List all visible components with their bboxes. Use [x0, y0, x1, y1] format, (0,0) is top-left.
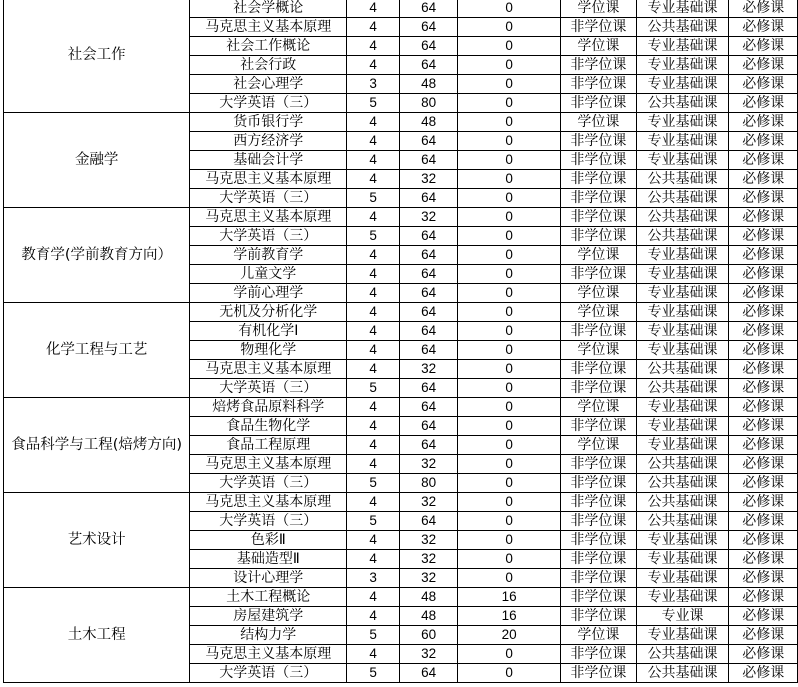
course-category-cell: 公共基础课	[636, 493, 729, 512]
practice-hours-cell: 0	[458, 512, 561, 531]
requirement-cell: 必修课	[729, 645, 798, 664]
course-category-cell: 专业基础课	[636, 550, 729, 569]
total-hours-cell: 64	[400, 512, 458, 531]
credits-cell: 4	[347, 170, 400, 189]
course-name-cell: 学前教育学	[190, 246, 347, 265]
major-name-cell: 化学工程与工艺	[4, 303, 190, 398]
course-table-body	[4, 0, 798, 683]
course-category-cell: 公共基础课	[636, 227, 729, 246]
course-name-cell: 大学英语（三）	[190, 474, 347, 493]
course-name-cell: 马克思主义基本原理	[190, 645, 347, 664]
course-name-cell: 学前心理学	[190, 284, 347, 303]
degree-type-cell: 学位课	[561, 284, 636, 303]
course-name-cell: 大学英语（三）	[190, 94, 347, 113]
credits-cell: 4	[347, 531, 400, 550]
practice-hours-cell: 0	[458, 75, 561, 94]
requirement-cell: 必修课	[729, 94, 798, 113]
requirement-cell: 必修课	[729, 664, 798, 683]
major-name-cell: 金融学	[4, 113, 190, 208]
credits-cell: 4	[347, 436, 400, 455]
requirement-cell: 必修课	[729, 493, 798, 512]
credits-cell: 4	[347, 550, 400, 569]
practice-hours-cell: 0	[458, 436, 561, 455]
credits-cell: 4	[347, 208, 400, 227]
course-name-cell: 物理化学	[190, 341, 347, 360]
total-hours-cell: 64	[400, 303, 458, 322]
course-category-cell: 专业基础课	[636, 436, 729, 455]
requirement-cell: 必修课	[729, 360, 798, 379]
credits-cell: 4	[347, 322, 400, 341]
practice-hours-cell: 0	[458, 455, 561, 474]
total-hours-cell: 80	[400, 474, 458, 493]
practice-hours-cell: 0	[458, 113, 561, 132]
degree-type-cell: 非学位课	[561, 151, 636, 170]
degree-type-cell: 非学位课	[561, 360, 636, 379]
requirement-cell: 必修课	[729, 0, 798, 18]
degree-type-cell: 非学位课	[561, 645, 636, 664]
course-name-cell: 社会心理学	[190, 75, 347, 94]
course-name-cell: 房屋建筑学	[190, 607, 347, 626]
table-row	[4, 0, 798, 18]
credits-cell: 4	[347, 284, 400, 303]
course-category-cell: 公共基础课	[636, 189, 729, 208]
total-hours-cell: 64	[400, 398, 458, 417]
requirement-cell: 必修课	[729, 322, 798, 341]
degree-type-cell: 非学位课	[561, 607, 636, 626]
total-hours-cell: 64	[400, 189, 458, 208]
credits-cell: 4	[347, 455, 400, 474]
credits-cell: 4	[347, 113, 400, 132]
requirement-cell: 必修课	[729, 455, 798, 474]
table-row	[4, 588, 798, 607]
course-name-cell: 色彩Ⅱ	[190, 531, 347, 550]
degree-type-cell: 非学位课	[561, 208, 636, 227]
course-category-cell: 专业基础课	[636, 246, 729, 265]
total-hours-cell: 64	[400, 227, 458, 246]
course-category-cell: 专业基础课	[636, 588, 729, 607]
credits-cell: 4	[347, 341, 400, 360]
total-hours-cell: 32	[400, 531, 458, 550]
requirement-cell: 必修课	[729, 227, 798, 246]
total-hours-cell: 32	[400, 493, 458, 512]
table-row	[4, 113, 798, 132]
requirement-cell: 必修课	[729, 531, 798, 550]
credits-cell: 4	[347, 493, 400, 512]
credits-cell: 4	[347, 303, 400, 322]
course-name-cell: 大学英语（三）	[190, 189, 347, 208]
requirement-cell: 必修课	[729, 512, 798, 531]
major-name-cell: 艺术设计	[4, 493, 190, 588]
credits-cell: 4	[347, 417, 400, 436]
degree-type-cell: 非学位课	[561, 531, 636, 550]
total-hours-cell: 64	[400, 284, 458, 303]
requirement-cell: 必修课	[729, 379, 798, 398]
requirement-cell: 必修课	[729, 189, 798, 208]
credits-cell: 4	[347, 132, 400, 151]
requirement-cell: 必修课	[729, 398, 798, 417]
practice-hours-cell: 0	[458, 246, 561, 265]
table-row	[4, 208, 798, 227]
total-hours-cell: 32	[400, 550, 458, 569]
course-name-cell: 马克思主义基本原理	[190, 493, 347, 512]
course-category-cell: 专业基础课	[636, 626, 729, 645]
course-name-cell: 基础会计学	[190, 151, 347, 170]
practice-hours-cell: 0	[458, 360, 561, 379]
requirement-cell: 必修课	[729, 550, 798, 569]
course-category-cell: 专业基础课	[636, 341, 729, 360]
total-hours-cell: 64	[400, 37, 458, 56]
degree-type-cell: 学位课	[561, 626, 636, 645]
degree-type-cell: 非学位课	[561, 417, 636, 436]
requirement-cell: 必修课	[729, 341, 798, 360]
course-category-cell: 公共基础课	[636, 170, 729, 189]
practice-hours-cell: 0	[458, 132, 561, 151]
requirement-cell: 必修课	[729, 569, 798, 588]
requirement-cell: 必修课	[729, 436, 798, 455]
course-name-cell: 大学英语（三）	[190, 664, 347, 683]
practice-hours-cell: 0	[458, 170, 561, 189]
course-name-cell: 大学英语（三）	[190, 227, 347, 246]
course-category-cell: 专业基础课	[636, 56, 729, 75]
course-name-cell: 社会学概论	[190, 0, 347, 18]
degree-type-cell: 非学位课	[561, 588, 636, 607]
practice-hours-cell: 0	[458, 645, 561, 664]
course-name-cell: 无机及分析化学	[190, 303, 347, 322]
degree-type-cell: 学位课	[561, 398, 636, 417]
credits-cell: 4	[347, 607, 400, 626]
degree-type-cell: 非学位课	[561, 189, 636, 208]
total-hours-cell: 64	[400, 151, 458, 170]
total-hours-cell: 64	[400, 341, 458, 360]
practice-hours-cell: 20	[458, 626, 561, 645]
course-category-cell: 专业基础课	[636, 303, 729, 322]
degree-type-cell: 非学位课	[561, 56, 636, 75]
course-name-cell: 马克思主义基本原理	[190, 170, 347, 189]
credits-cell: 5	[347, 94, 400, 113]
credits-cell: 4	[347, 151, 400, 170]
requirement-cell: 必修课	[729, 284, 798, 303]
degree-type-cell: 非学位课	[561, 569, 636, 588]
course-category-cell: 专业基础课	[636, 37, 729, 56]
total-hours-cell: 64	[400, 246, 458, 265]
practice-hours-cell: 0	[458, 151, 561, 170]
course-category-cell: 公共基础课	[636, 208, 729, 227]
credits-cell: 3	[347, 569, 400, 588]
practice-hours-cell: 0	[458, 208, 561, 227]
total-hours-cell: 64	[400, 436, 458, 455]
course-name-cell: 大学英语（三）	[190, 512, 347, 531]
practice-hours-cell: 0	[458, 531, 561, 550]
practice-hours-cell: 0	[458, 56, 561, 75]
degree-type-cell: 非学位课	[561, 455, 636, 474]
total-hours-cell: 32	[400, 360, 458, 379]
degree-type-cell: 非学位课	[561, 265, 636, 284]
credits-cell: 4	[347, 360, 400, 379]
course-name-cell: 马克思主义基本原理	[190, 18, 347, 37]
credits-cell: 4	[347, 398, 400, 417]
requirement-cell: 必修课	[729, 56, 798, 75]
major-name-cell: 食品科学与工程(焙烤方向)	[4, 398, 190, 493]
course-category-cell: 公共基础课	[636, 664, 729, 683]
practice-hours-cell: 0	[458, 0, 561, 18]
course-name-cell: 马克思主义基本原理	[190, 455, 347, 474]
course-name-cell: 焙烤食品原料科学	[190, 398, 347, 417]
requirement-cell: 必修课	[729, 474, 798, 493]
course-category-cell: 公共基础课	[636, 474, 729, 493]
practice-hours-cell: 0	[458, 284, 561, 303]
total-hours-cell: 32	[400, 455, 458, 474]
practice-hours-cell: 0	[458, 474, 561, 493]
credits-cell: 4	[347, 645, 400, 664]
degree-type-cell: 非学位课	[561, 227, 636, 246]
credits-cell: 5	[347, 626, 400, 645]
credits-cell: 4	[347, 37, 400, 56]
degree-type-cell: 非学位课	[561, 18, 636, 37]
practice-hours-cell: 0	[458, 94, 561, 113]
course-category-cell: 公共基础课	[636, 18, 729, 37]
requirement-cell: 必修课	[729, 265, 798, 284]
table-row	[4, 303, 798, 322]
course-category-cell: 专业基础课	[636, 75, 729, 94]
course-name-cell: 食品工程原理	[190, 436, 347, 455]
course-name-cell: 有机化学Ⅰ	[190, 322, 347, 341]
course-name-cell: 马克思主义基本原理	[190, 208, 347, 227]
credits-cell: 5	[347, 379, 400, 398]
total-hours-cell: 48	[400, 75, 458, 94]
practice-hours-cell: 16	[458, 607, 561, 626]
requirement-cell: 必修课	[729, 18, 798, 37]
course-category-cell: 专业基础课	[636, 0, 729, 18]
credits-cell: 5	[347, 664, 400, 683]
credits-cell: 4	[347, 588, 400, 607]
degree-type-cell: 学位课	[561, 341, 636, 360]
requirement-cell: 必修课	[729, 37, 798, 56]
course-name-cell: 社会行政	[190, 56, 347, 75]
total-hours-cell: 48	[400, 588, 458, 607]
requirement-cell: 必修课	[729, 607, 798, 626]
course-name-cell: 基础造型Ⅱ	[190, 550, 347, 569]
requirement-cell: 必修课	[729, 75, 798, 94]
total-hours-cell: 64	[400, 56, 458, 75]
course-category-cell: 专业基础课	[636, 265, 729, 284]
course-category-cell: 专业基础课	[636, 417, 729, 436]
credits-cell: 4	[347, 18, 400, 37]
total-hours-cell: 60	[400, 626, 458, 645]
degree-type-cell: 非学位课	[561, 664, 636, 683]
practice-hours-cell: 0	[458, 398, 561, 417]
course-category-cell: 专业基础课	[636, 398, 729, 417]
major-name-cell: 社会工作	[4, 0, 190, 113]
course-category-cell: 专业课	[636, 607, 729, 626]
course-name-cell: 食品生物化学	[190, 417, 347, 436]
requirement-cell: 必修课	[729, 303, 798, 322]
total-hours-cell: 64	[400, 417, 458, 436]
total-hours-cell: 48	[400, 607, 458, 626]
practice-hours-cell: 0	[458, 493, 561, 512]
practice-hours-cell: 16	[458, 588, 561, 607]
degree-type-cell: 非学位课	[561, 94, 636, 113]
requirement-cell: 必修课	[729, 208, 798, 227]
course-name-cell: 西方经济学	[190, 132, 347, 151]
total-hours-cell: 80	[400, 94, 458, 113]
requirement-cell: 必修课	[729, 626, 798, 645]
course-name-cell: 大学英语（三）	[190, 379, 347, 398]
table-row	[4, 493, 798, 512]
total-hours-cell: 64	[400, 0, 458, 18]
requirement-cell: 必修课	[729, 113, 798, 132]
practice-hours-cell: 0	[458, 18, 561, 37]
course-category-cell: 专业基础课	[636, 113, 729, 132]
degree-type-cell: 非学位课	[561, 512, 636, 531]
practice-hours-cell: 0	[458, 417, 561, 436]
degree-type-cell: 学位课	[561, 303, 636, 322]
course-name-cell: 设计心理学	[190, 569, 347, 588]
practice-hours-cell: 0	[458, 37, 561, 56]
total-hours-cell: 64	[400, 379, 458, 398]
total-hours-cell: 32	[400, 208, 458, 227]
course-category-cell: 专业基础课	[636, 531, 729, 550]
course-category-cell: 公共基础课	[636, 94, 729, 113]
degree-type-cell: 学位课	[561, 113, 636, 132]
course-category-cell: 公共基础课	[636, 512, 729, 531]
credits-cell: 5	[347, 189, 400, 208]
table-row	[4, 398, 798, 417]
course-name-cell: 社会工作概论	[190, 37, 347, 56]
credits-cell: 4	[347, 265, 400, 284]
degree-type-cell: 学位课	[561, 246, 636, 265]
degree-type-cell: 非学位课	[561, 474, 636, 493]
course-category-cell: 公共基础课	[636, 360, 729, 379]
degree-type-cell: 非学位课	[561, 170, 636, 189]
course-table	[3, 0, 798, 683]
practice-hours-cell: 0	[458, 664, 561, 683]
major-name-cell: 土木工程	[4, 588, 190, 683]
course-category-cell: 专业基础课	[636, 322, 729, 341]
degree-type-cell: 学位课	[561, 0, 636, 18]
course-category-cell: 公共基础课	[636, 379, 729, 398]
requirement-cell: 必修课	[729, 170, 798, 189]
practice-hours-cell: 0	[458, 550, 561, 569]
practice-hours-cell: 0	[458, 341, 561, 360]
total-hours-cell: 32	[400, 569, 458, 588]
total-hours-cell: 32	[400, 170, 458, 189]
credits-cell: 4	[347, 0, 400, 18]
major-name-cell: 教育学(学前教育方向）	[4, 208, 190, 303]
total-hours-cell: 64	[400, 664, 458, 683]
total-hours-cell: 64	[400, 265, 458, 284]
credits-cell: 5	[347, 512, 400, 531]
course-name-cell: 结构力学	[190, 626, 347, 645]
course-category-cell: 专业基础课	[636, 569, 729, 588]
requirement-cell: 必修课	[729, 151, 798, 170]
degree-type-cell: 非学位课	[561, 379, 636, 398]
requirement-cell: 必修课	[729, 417, 798, 436]
practice-hours-cell: 0	[458, 303, 561, 322]
credits-cell: 3	[347, 75, 400, 94]
degree-type-cell: 非学位课	[561, 75, 636, 94]
total-hours-cell: 64	[400, 18, 458, 37]
credits-cell: 5	[347, 227, 400, 246]
requirement-cell: 必修课	[729, 246, 798, 265]
practice-hours-cell: 0	[458, 265, 561, 284]
requirement-cell: 必修课	[729, 588, 798, 607]
credits-cell: 5	[347, 474, 400, 493]
requirement-cell: 必修课	[729, 132, 798, 151]
course-name-cell: 马克思主义基本原理	[190, 360, 347, 379]
degree-type-cell: 学位课	[561, 37, 636, 56]
total-hours-cell: 32	[400, 645, 458, 664]
degree-type-cell: 学位课	[561, 436, 636, 455]
course-name-cell: 货币银行学	[190, 113, 347, 132]
total-hours-cell: 64	[400, 322, 458, 341]
course-category-cell: 公共基础课	[636, 645, 729, 664]
practice-hours-cell: 0	[458, 379, 561, 398]
credits-cell: 4	[347, 246, 400, 265]
credits-cell: 4	[347, 56, 400, 75]
degree-type-cell: 非学位课	[561, 550, 636, 569]
practice-hours-cell: 0	[458, 189, 561, 208]
total-hours-cell: 48	[400, 113, 458, 132]
course-category-cell: 专业基础课	[636, 132, 729, 151]
practice-hours-cell: 0	[458, 227, 561, 246]
course-category-cell: 专业基础课	[636, 284, 729, 303]
degree-type-cell: 非学位课	[561, 493, 636, 512]
course-category-cell: 公共基础课	[636, 455, 729, 474]
course-name-cell: 土木工程概论	[190, 588, 347, 607]
course-name-cell: 儿童文学	[190, 265, 347, 284]
degree-type-cell: 非学位课	[561, 322, 636, 341]
practice-hours-cell: 0	[458, 322, 561, 341]
degree-type-cell: 非学位课	[561, 132, 636, 151]
practice-hours-cell: 0	[458, 569, 561, 588]
course-category-cell: 专业基础课	[636, 151, 729, 170]
total-hours-cell: 64	[400, 132, 458, 151]
